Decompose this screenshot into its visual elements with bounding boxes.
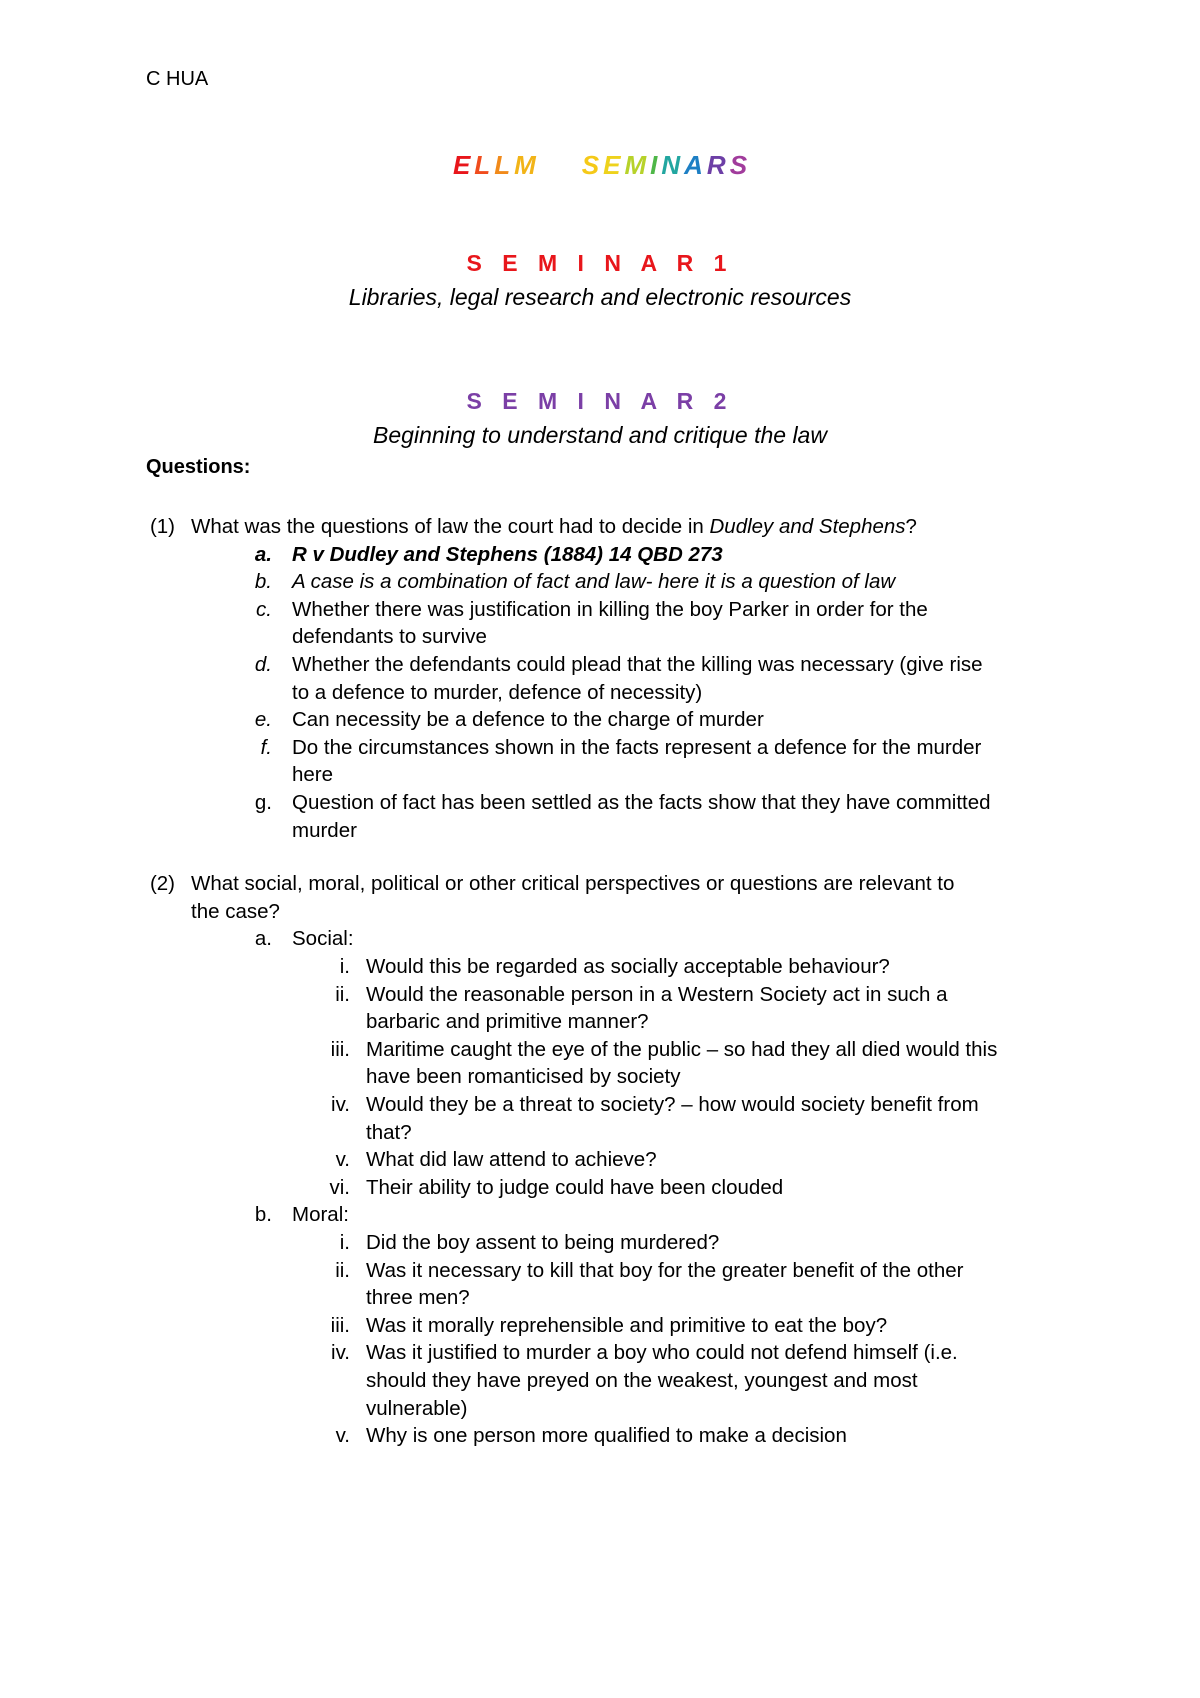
title-letter: A — [684, 150, 703, 180]
title-letter: I — [650, 150, 658, 180]
questions-label: Questions: — [146, 456, 251, 478]
title-letter: S — [729, 150, 748, 180]
roman-marker: v. — [335, 1148, 350, 1172]
list-item-text: Question of fact has been settled as the facts show that they have committed — [292, 791, 991, 814]
seminar-1-subtitle: Libraries, legal research and electronic resources — [348, 284, 852, 310]
list-marker: d. — [254, 653, 272, 676]
list-marker: b. — [254, 1203, 272, 1227]
list-marker: a. — [254, 542, 272, 566]
list-item-text: vulnerable) — [366, 1396, 468, 1420]
question-2-text: What social, moral, political or other critical perspectives or questions are relevant to — [191, 872, 955, 896]
list-marker: e. — [254, 708, 272, 732]
title-letter: M — [514, 150, 536, 180]
list-item-text: Whether the defendants could plead that the killing was necessary (give rise — [292, 653, 983, 676]
list-marker: a. — [254, 927, 272, 951]
list-item-text: R v Dudley and Stephens (1884) 14 QBD 273 — [292, 542, 723, 566]
list-marker: b. — [254, 570, 272, 594]
title-letter: L — [474, 150, 491, 180]
case-name: Dudley and Stephens — [709, 515, 906, 538]
roman-marker: iii. — [330, 1313, 350, 1337]
list-marker: f. — [260, 735, 272, 759]
roman-marker: ii. — [335, 982, 350, 1006]
title-letter: N — [661, 150, 681, 180]
list-item-text: Would the reasonable person in a Western Society act in such a — [366, 982, 948, 1006]
seminar-1-heading: S E M I N A R 1 — [466, 250, 734, 276]
question-number: (2) — [149, 872, 175, 896]
list-marker: c. — [256, 597, 272, 621]
section-label: Social: — [292, 927, 354, 951]
question-text: What was the questions of law the court had to decide in — [191, 515, 710, 538]
roman-marker: iv. — [331, 1093, 350, 1116]
roman-marker: i. — [339, 1231, 350, 1254]
question-2-text: the case? — [191, 899, 280, 923]
list-item-text: Maritime caught the eye of the public – so had they all died would this — [366, 1037, 998, 1061]
main-title — [0, 150, 1200, 181]
title-letter: R — [706, 150, 726, 180]
title-letter: E — [603, 150, 621, 180]
list-item-text: A case is a combination of fact and law- here it is a question of law — [292, 570, 896, 594]
title-letter: E — [452, 150, 471, 180]
list-item-text: Was it morally reprehensible and primitive to eat the boy? — [366, 1313, 888, 1337]
roman-marker: iv. — [331, 1341, 350, 1365]
list-item-text: defendants to survive — [292, 625, 487, 649]
roman-marker: vi. — [329, 1175, 350, 1199]
roman-marker: iii. — [330, 1037, 350, 1061]
list-item-text: to a defence to murder, defence of necessity) — [292, 680, 703, 704]
list-item-text: Was it justified to murder a boy who could not defend himself (i.e. — [366, 1341, 958, 1365]
question-number: (1) — [149, 515, 175, 538]
list-item-text: murder — [292, 818, 357, 842]
list-item-text: that? — [366, 1120, 412, 1144]
list-item-text: Do the circumstances shown in the facts represent a defence for the murder — [292, 735, 982, 759]
list-item-text: Would this be regarded as socially acceptable behaviour? — [366, 955, 890, 978]
list-item-text: should they have preyed on the weakest, youngest and most — [366, 1369, 918, 1392]
list-item-text: Would they be a threat to society? – how would society benefit from — [366, 1093, 979, 1116]
seminar-2-heading: S E M I N A R 2 — [466, 388, 734, 414]
question-text: ? — [905, 515, 917, 538]
list-item-text: three men? — [366, 1286, 470, 1310]
roman-marker: i. — [339, 955, 350, 978]
list-item-text: have been romanticised by society — [366, 1065, 681, 1089]
seminar-2-subtitle: Beginning to understand and critique the law — [373, 422, 827, 448]
question-1-text — [191, 515, 917, 539]
roman-marker: v. — [335, 1424, 350, 1448]
list-item-text: Did the boy assent to being murdered? — [366, 1231, 720, 1254]
list-item-text: Their ability to judge could have been clouded — [366, 1175, 784, 1199]
list-marker: g. — [254, 791, 272, 814]
title-letter: M — [624, 150, 647, 180]
list-item-text: Whether there was justification in killing the boy Parker in order for the — [292, 597, 928, 621]
list-item-text: Was it necessary to kill that boy for the greater benefit of the other — [366, 1258, 964, 1282]
list-item-text: What did law attend to achieve? — [366, 1148, 657, 1172]
title-letter: L — [494, 150, 511, 180]
author-header: C HUA — [146, 68, 209, 90]
list-item-text: here — [292, 763, 334, 787]
list-item-text: Why is one person more qualified to make a decision — [366, 1424, 847, 1448]
section-label: Moral: — [292, 1203, 349, 1227]
list-item-text: barbaric and primitive manner? — [366, 1010, 649, 1034]
roman-marker: ii. — [335, 1258, 350, 1282]
list-item-text: Can necessity be a defence to the charge of murder — [292, 708, 764, 732]
title-letter: S — [581, 150, 600, 180]
